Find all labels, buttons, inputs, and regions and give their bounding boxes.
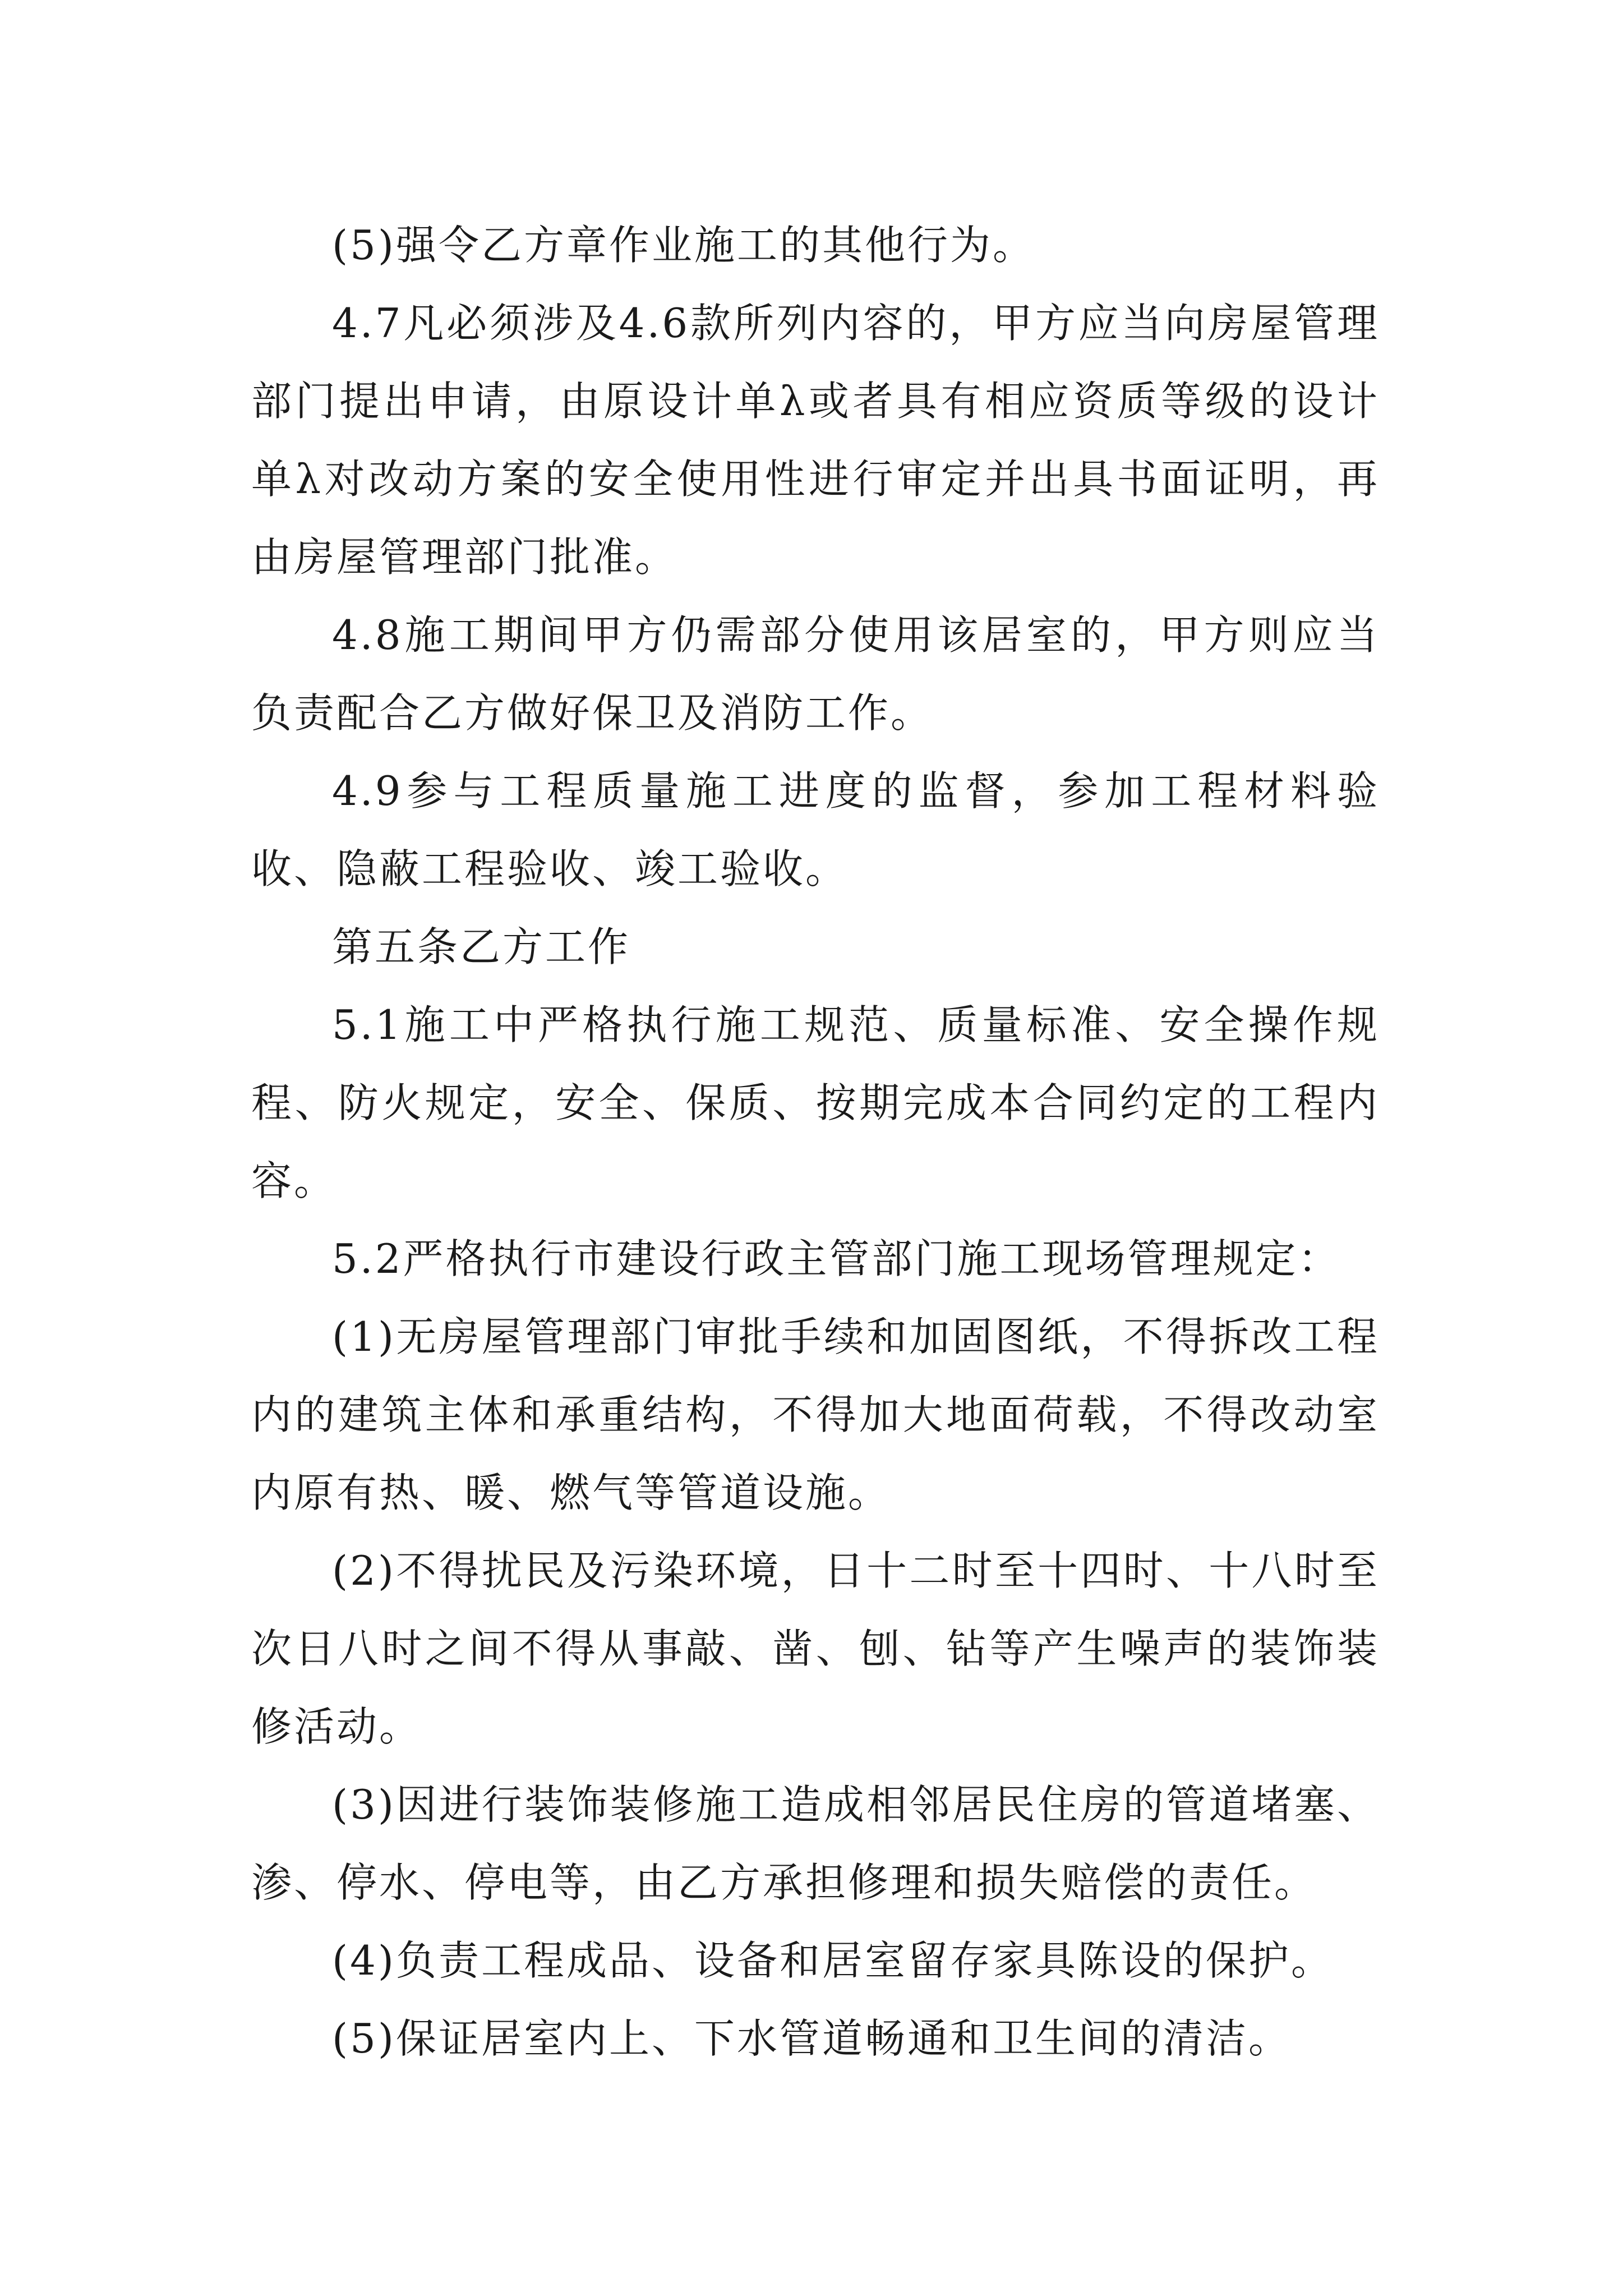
clause-5-2-2: (2)不得扰民及污染环境，日十二时至十四时、十八时至次日八时之间不得从事敲、凿、刨、钻等产生噪声的装饰装修活动。 [251, 1547, 1380, 1750]
clause-5-2-1: (1)无房屋管理部门审批手续和加固图纸，不得拆改工程内的建筑主体和承重结构，不得加大地面荷载，不得改动室内原有热、暖、燃气等管道设施。 [251, 1313, 1380, 1516]
clause-4-7: 4.7凡必须涉及4.6款所列内容的，甲方应当向房屋管理部门提出申请，由原设计单λ或者具有相应资质等级的设计单λ对改动方案的安全使用性进行审定并出具书面证明，再由房屋管理部门批准。 [251, 300, 1380, 581]
clause-4-9: 4.9参与工程质量施工进度的监督，参加工程材料验收、隐蔽工程验收、竣工验收。 [251, 767, 1380, 892]
clause-5-2-5: (5)保证居室内上、下水管道畅通和卫生间的清洁。 [332, 2015, 1291, 2062]
article-5-heading: 第五条乙方工作 [332, 923, 631, 970]
clause-4-6-5: (5)强令乙方章作业施工的其他行为。 [332, 222, 1035, 269]
clause-5-2-3: (3)因进行装饰装修施工造成相邻居民住房的管道堵塞、渗、停水、停电等，由乙方承担修理和损失赔偿的责任。 [251, 1781, 1380, 1906]
clause-5-2: 5.2严格执行市建设行政主管部门施工现场管理规定： [332, 1235, 1341, 1282]
document-body [251, 206, 1380, 2078]
clause-5-1: 5.1施工中严格执行施工规范、质量标准、安全操作规程、防火规定，安全、保质、按期完成本合同约定的工程内容。 [251, 1001, 1380, 1204]
clause-4-8: 4.8施工期间甲方仍需部分使用该居室的，甲方则应当负责配合乙方做好保卫及消防工作。 [251, 611, 1380, 737]
clause-5-2-4: (4)负责工程成品、设备和居室留存家具陈设的保护。 [332, 1937, 1334, 1984]
